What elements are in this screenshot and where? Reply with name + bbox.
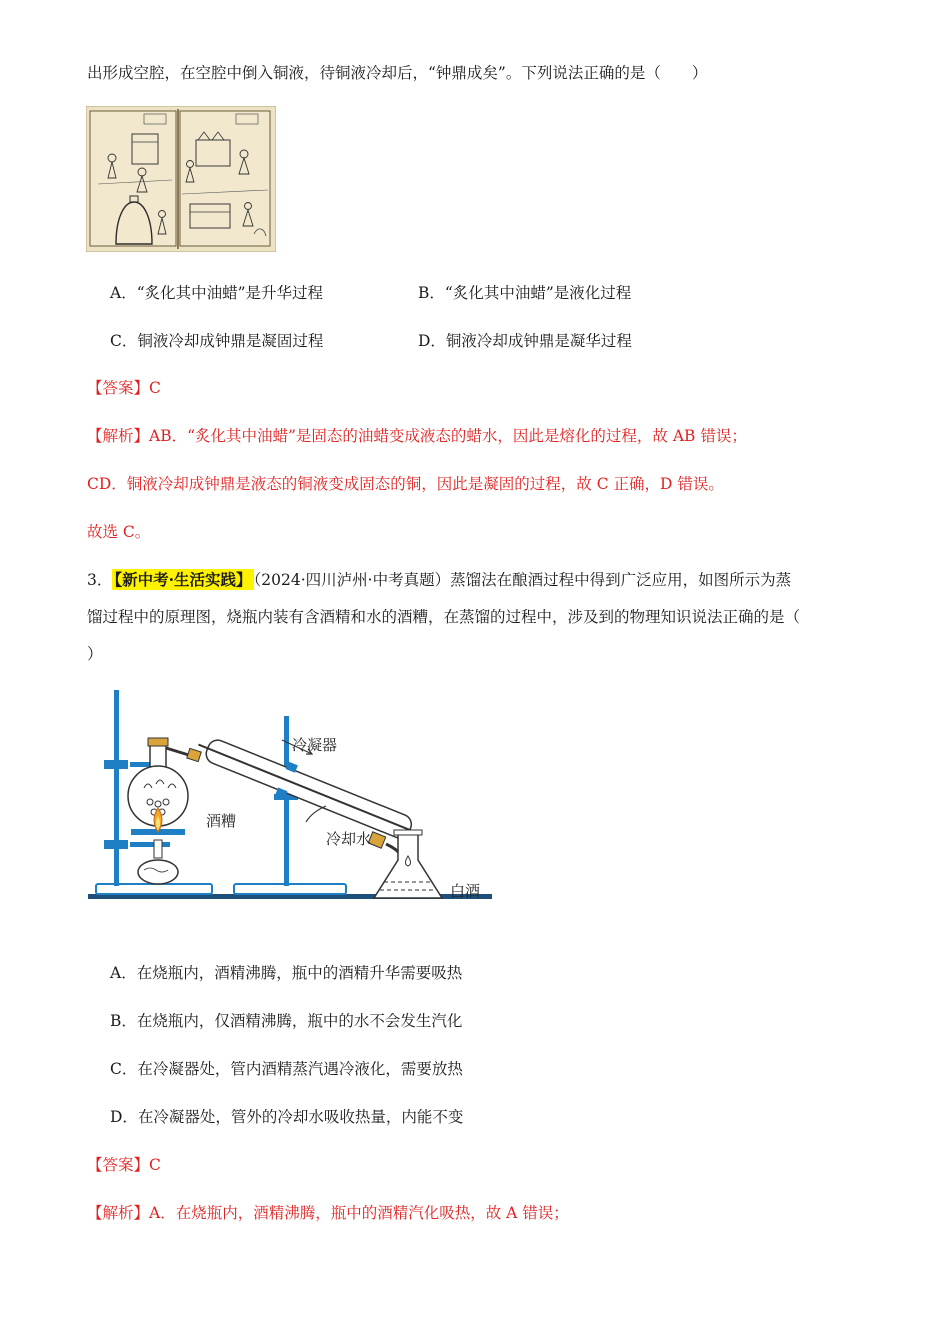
q2-analysis-line-3: 故选 C。 <box>87 523 151 541</box>
q2-option-a: A．“炙化其中油蜡”是升华过程 <box>110 284 324 302</box>
q3-stem-line-3: ） <box>87 645 103 663</box>
q3-stem-text: （2024·四川泸州·中考真题）蒸馏法在酿酒过程中得到广泛应用，如图所示为蒸 <box>253 571 792 589</box>
q3-stem-line-1 <box>87 569 791 591</box>
q2-option-b: B．“炙化其中油蜡”是液化过程 <box>418 284 632 302</box>
q3-tag-badge: 【新中考·生活实践】 <box>114 570 252 589</box>
q2-stem-tail: 出形成空腔，在空腔中倒入铜液，待铜液冷却后，“钟鼎成矣”。下列说法正确的是（ ） <box>87 64 708 82</box>
liquor-label: 白酒 <box>450 882 481 900</box>
cooling-water-label: 冷却水 <box>326 830 372 848</box>
condenser-label: 冷凝器 <box>292 736 338 754</box>
q3-option-b: B．在烧瓶内，仅酒精沸腾，瓶中的水不会发生汽化 <box>110 1012 463 1030</box>
mash-label: 酒糟 <box>206 812 237 830</box>
ancient-book-illustration <box>86 106 276 252</box>
q3-number: 3． <box>87 571 113 589</box>
q2-analysis-line-2: CD．铜液冷却成钟鼎是液态的铜液变成固态的铜，因此是凝固的过程，故 C 正确，D 错误。 <box>87 475 724 493</box>
q3-answer: 【答案】C <box>87 1156 161 1174</box>
q2-option-c: C．铜液冷却成钟鼎是凝固过程 <box>110 332 324 350</box>
q3-option-c: C．在冷凝器处，管内酒精蒸汽遇冷液化，需要放热 <box>110 1060 463 1078</box>
distillation-diagram <box>86 684 496 914</box>
q2-option-d: D．铜液冷却成钟鼎是凝华过程 <box>418 332 632 350</box>
q2-analysis-line-1: 【解析】AB．“炙化其中油蜡”是固态的油蜡变成液态的蜡水，因此是熔化的过程，故 AB 错误； <box>87 427 747 445</box>
q3-option-d: D．在冷凝器处，管外的冷却水吸收热量，内能不变 <box>110 1108 464 1126</box>
q3-option-a: A．在烧瓶内，酒精沸腾，瓶中的酒精升华需要吸热 <box>110 964 463 982</box>
q3-stem-line-2: 馏过程中的原理图，烧瓶内装有含酒精和水的酒糟，在蒸馏的过程中，涉及到的物理知识说法正确的是（ <box>87 608 801 626</box>
q2-answer: 【答案】C <box>87 379 161 397</box>
q3-analysis-line-1: 【解析】A．在烧瓶内，酒精沸腾，瓶中的酒精汽化吸热，故 A 错误； <box>87 1204 569 1222</box>
